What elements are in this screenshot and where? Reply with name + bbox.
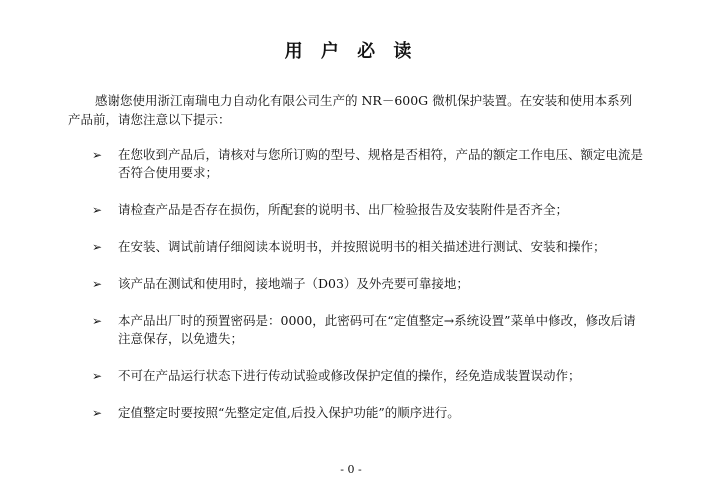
notice-text: 请检查产品是否存在损伤，所配套的说明书、出厂检验报告及安装附件是否齐全； [118, 202, 569, 217]
list-item [92, 275, 644, 293]
list-item [92, 238, 644, 256]
arrow-bullet-icon [92, 238, 106, 256]
notice-list [92, 146, 644, 441]
page-number: - 0 - [340, 463, 362, 476]
intro-paragraph: 感谢您使用浙江南瑞电力自动化有限公司生产的 NR－600G 微机保护装置。在安装和使用本系列产品前，请您注意以下提示： [68, 93, 633, 127]
arrow-bullet-icon [92, 367, 106, 385]
list-item [92, 201, 644, 219]
notice-text: 在安装、调试前请仔细阅读本说明书，并按照说明书的相关描述进行测试、安装和操作； [118, 239, 606, 254]
arrow-bullet-icon [92, 146, 106, 164]
notice-text: 在您收到产品后，请核对与您所订购的型号、规格是否相符，产品的额定工作电压、额定电流是否符合使用要求； [118, 147, 644, 180]
page-title: 用 户 必 读 [284, 41, 418, 62]
notice-text: 不可在产品运行状态下进行传动试验或修改保护定值的操作，经免造成装置误动作； [118, 368, 581, 383]
arrow-bullet-icon [92, 275, 106, 293]
list-item [92, 404, 644, 422]
arrow-bullet-icon [92, 312, 106, 330]
list-item [92, 367, 644, 385]
notice-text: 定值整定时要按照“先整定定值,后投入保护功能”的顺序进行。 [118, 405, 460, 420]
list-item [92, 146, 644, 182]
list-item [92, 312, 644, 348]
notice-text: 该产品在测试和使用时，接地端子（D03）及外壳要可靠接地； [118, 276, 469, 291]
arrow-bullet-icon [92, 201, 106, 219]
notice-text: 本产品出厂时的预置密码是：0000，此密码可在“定值整定→系统设置”菜单中修改，修改后请注意保存，以免遗失； [118, 313, 636, 346]
arrow-bullet-icon [92, 404, 106, 422]
